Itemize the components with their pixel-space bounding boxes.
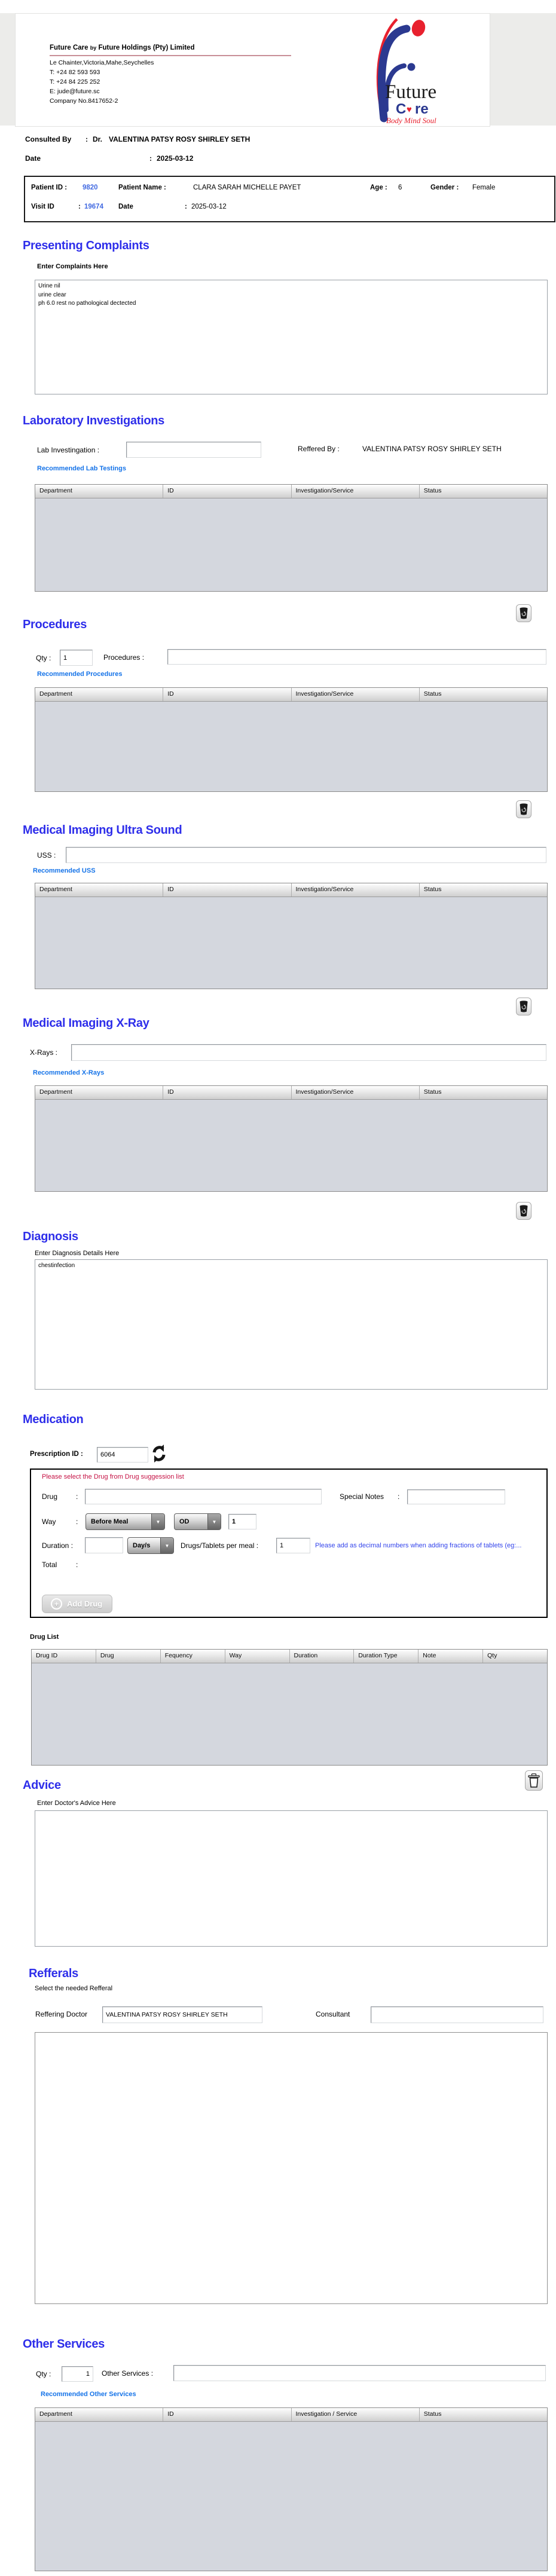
logo-tagline: Body Mind Soul: [386, 116, 436, 125]
procedures-trash-button[interactable]: [516, 800, 531, 818]
company-by: by: [90, 45, 97, 51]
column-header-investigation: Investigation / Service: [292, 2408, 420, 2421]
column-header-way: Way: [225, 1650, 290, 1663]
company-number: Company No.8417652-2: [50, 97, 118, 105]
consulted-by-line: [25, 135, 250, 143]
column-header-investigation: Investigation/Service: [292, 883, 420, 897]
reffered-by-value: VALENTINA PATSY ROSY SHIRLEY SETH: [362, 445, 502, 453]
logo-care-re: re: [415, 101, 429, 117]
patient-info-box: [24, 176, 555, 222]
consultant-input[interactable]: [371, 2006, 543, 2023]
table-header-row: [35, 485, 547, 498]
diagnosis-heading: Diagnosis: [23, 1230, 78, 1243]
special-notes-input[interactable]: [407, 1489, 505, 1504]
tablet-fractions-helper: Please add as decimal numbers when adding fractions of tablets (eg:...: [315, 1542, 522, 1549]
other-services-qty-input[interactable]: [62, 2366, 93, 2382]
table-header-row: [32, 1650, 547, 1663]
column-header-id: ID: [163, 485, 291, 498]
complaints-textarea[interactable]: [35, 280, 548, 394]
xrays-label: X-Rays :: [30, 1048, 58, 1057]
column-header-drug-id: Drug ID: [32, 1650, 96, 1663]
drug-list-trash-button[interactable]: [525, 1770, 543, 1791]
uss-trash-button[interactable]: [516, 998, 531, 1015]
age-value: 6: [398, 184, 402, 191]
company-title: [50, 44, 194, 51]
column-header-id: ID: [163, 2408, 291, 2421]
drug-list-table: [31, 1649, 548, 1766]
patient-id-value: 9820: [83, 184, 98, 191]
recommended-lab-testings-label: Recommended Lab Testings: [37, 465, 126, 472]
recommended-lab-table: [35, 484, 548, 592]
colon: :: [85, 135, 88, 143]
column-header-department: Department: [35, 883, 163, 897]
colon: :: [76, 1492, 78, 1501]
doctor-prefix: Dr.: [93, 135, 103, 143]
column-header-department: Department: [35, 485, 163, 498]
laboratory-heading: Laboratory Investigations: [23, 414, 164, 427]
logo-future-text: Future: [385, 81, 437, 103]
procedures-qty-input[interactable]: [60, 650, 93, 666]
way-select[interactable]: [85, 1513, 165, 1530]
column-header-note: Note: [418, 1650, 483, 1663]
visit-date-label: Date: [118, 203, 133, 210]
refferals-heading: Refferals: [29, 1967, 78, 1980]
date-value: 2025-03-12: [157, 154, 194, 163]
way-label: Way: [42, 1518, 56, 1526]
reffered-by-label: Reffered By :: [298, 445, 340, 453]
column-header-investigation: Investigation/Service: [292, 688, 420, 701]
chevron-down-icon: ▼: [160, 1538, 173, 1553]
reffering-doctor-label: Reffering Doctor: [35, 2010, 88, 2018]
drug-input[interactable]: [85, 1489, 322, 1504]
per-meal-label: Drugs/Tablets per meal :: [181, 1541, 259, 1550]
drug-list-label: Drug List: [30, 1633, 59, 1641]
colon: :: [149, 154, 152, 163]
recommended-procedures-label: Recommended Procedures: [37, 671, 123, 678]
chevron-down-icon: ▼: [151, 1514, 164, 1529]
company-email: E: jude@future.sc: [50, 88, 100, 95]
company-brand: Future Care: [50, 44, 88, 51]
plus-circle-icon: +: [51, 1598, 62, 1610]
uss-label: USS :: [37, 851, 56, 859]
column-header-id: ID: [163, 883, 291, 897]
frequency-select[interactable]: [174, 1513, 221, 1530]
trash-icon: [519, 1001, 528, 1012]
procedures-label: Procedures :: [103, 653, 145, 662]
column-header-status: Status: [423, 487, 442, 494]
column-header-frequency: Fequency: [161, 1650, 225, 1663]
column-header-status: Status: [423, 690, 442, 697]
xrays-input[interactable]: [71, 1044, 546, 1061]
recommended-other-services-label: Recommended Other Services: [41, 2391, 136, 2398]
drug-entry-form: [30, 1468, 548, 1618]
referral-listbox[interactable]: [35, 2032, 548, 2304]
duration-unit-select[interactable]: [127, 1537, 174, 1554]
date-label: Date: [25, 154, 41, 163]
prescription-id-input[interactable]: [97, 1447, 148, 1463]
colon: :: [398, 1492, 400, 1501]
per-meal-input[interactable]: [276, 1538, 310, 1553]
way-qty-input[interactable]: [228, 1514, 256, 1529]
recommended-uss-table: [35, 883, 548, 989]
visit-date-value: 2025-03-12: [191, 203, 227, 210]
lab-trash-button[interactable]: [516, 604, 531, 622]
other-services-label: Other Services :: [102, 2369, 154, 2378]
trash-icon: [519, 803, 528, 815]
procedures-qty-label: Qty :: [36, 654, 51, 662]
future-care-logo: [359, 17, 466, 126]
column-header-duration-type: Duration Type: [354, 1650, 418, 1663]
special-notes-label: Special Notes: [340, 1492, 384, 1501]
column-header-department: Department: [35, 1086, 163, 1099]
select-refferal-label: Select the needed Refferal: [35, 1985, 113, 1992]
consultant-label: Consultant: [316, 2010, 350, 2018]
company-address: Le Chainter,Victoria,Mahe,Seychelles: [50, 59, 154, 66]
recommended-xrays-label: Recommended X-Rays: [33, 1069, 105, 1076]
company-phone1: T: +24 82 593 593: [50, 69, 100, 76]
duration-input[interactable]: [85, 1537, 123, 1553]
colon: :: [78, 203, 81, 210]
enter-complaints-label: Enter Complaints Here: [37, 263, 108, 270]
xray-heading: Medical Imaging X-Ray: [23, 1017, 149, 1030]
doctor-name: VALENTINA PATSY ROSY SHIRLEY SETH: [109, 135, 250, 143]
trash-icon: [519, 1205, 528, 1217]
colon: :: [185, 203, 187, 210]
visit-id-value: 19674: [84, 203, 103, 210]
presenting-complaints-heading: Presenting Complaints: [23, 239, 149, 252]
gender-label: Gender :: [430, 184, 459, 191]
procedures-input[interactable]: [167, 649, 546, 665]
drug-label: Drug: [42, 1492, 58, 1501]
company-phone2: T: +24 84 225 252: [50, 78, 100, 85]
colon: :: [76, 1518, 78, 1526]
frequency-select-value: OD: [179, 1518, 190, 1525]
date-line: [25, 154, 194, 163]
gender-value: Female: [472, 184, 496, 191]
logo-blue-dot: [408, 63, 416, 71]
other-services-heading: Other Services: [23, 2338, 105, 2351]
column-header-status: Status: [423, 886, 442, 893]
colon: :: [76, 1561, 78, 1569]
column-header-qty: Qty: [487, 1652, 497, 1659]
refresh-icon[interactable]: [151, 1445, 167, 1463]
column-header-investigation: Investigation/Service: [292, 1086, 420, 1099]
logo-care-c: C: [396, 101, 407, 117]
column-header-id: ID: [163, 688, 291, 701]
add-drug-label: Add Drug: [67, 1599, 103, 1608]
table-header-row: [35, 688, 547, 702]
trash-icon: [519, 607, 528, 619]
column-header-department: Department: [35, 2408, 163, 2421]
recommended-procedures-table: [35, 687, 548, 792]
column-header-id: ID: [163, 1086, 291, 1099]
chevron-down-icon: ▼: [207, 1514, 221, 1529]
total-label: Total: [42, 1561, 57, 1569]
uss-input[interactable]: [66, 847, 546, 863]
logo-red-dot: [410, 19, 427, 38]
recommended-other-services-table: [35, 2407, 548, 2571]
advice-heading: Advice: [23, 1779, 61, 1792]
procedures-heading: Procedures: [23, 618, 87, 631]
column-header-drug: Drug: [96, 1650, 161, 1663]
referring-doctor-input[interactable]: [102, 2006, 262, 2023]
duration-label: Duration :: [42, 1541, 74, 1550]
prescription-id-label: Prescription ID :: [30, 1451, 83, 1458]
patient-id-label: Patient ID :: [31, 184, 68, 191]
patient-name-value: CLARA SARAH MICHELLE PAYET: [193, 184, 301, 191]
trash-icon: [528, 1773, 540, 1788]
age-label: Age :: [370, 184, 387, 191]
duration-unit-value: Day/s: [133, 1542, 151, 1549]
add-drug-button[interactable]: [42, 1595, 112, 1613]
recommended-xrays-table: [35, 1085, 548, 1192]
visit-id-label: Visit ID: [31, 203, 54, 210]
column-header-status: Status: [423, 2410, 442, 2418]
recommended-uss-label: Recommended USS: [33, 867, 96, 874]
column-header-investigation: Investigation/Service: [292, 485, 420, 498]
other-qty-label: Qty :: [36, 2370, 51, 2378]
table-header-row: [35, 883, 547, 897]
column-header-department: Department: [35, 688, 163, 701]
advice-textarea[interactable]: [35, 1810, 548, 1947]
drug-suggestion-note: Please select the Drug from Drug suggession list: [42, 1473, 184, 1480]
ultrasound-heading: Medical Imaging Ultra Sound: [23, 824, 182, 837]
diagnosis-textarea[interactable]: [35, 1259, 548, 1390]
enter-advice-label: Enter Doctor's Advice Here: [37, 1800, 116, 1807]
other-services-input[interactable]: [173, 2365, 546, 2381]
column-header-status: Status: [423, 1088, 442, 1096]
patient-name-label: Patient Name :: [118, 184, 166, 191]
enter-diagnosis-label: Enter Diagnosis Details Here: [35, 1250, 120, 1257]
table-header-row: [35, 1086, 547, 1100]
medication-heading: Medication: [23, 1413, 84, 1426]
logo-heart-icon: ♥: [407, 105, 412, 115]
lab-investigation-input[interactable]: [126, 442, 261, 458]
xray-trash-button[interactable]: [516, 1202, 531, 1220]
consulted-by-label: Consulted By: [25, 135, 72, 143]
way-select-value: Before Meal: [91, 1518, 129, 1525]
company-title-rule: [50, 55, 291, 56]
company-rest: Future Holdings (Pty) Limited: [98, 44, 195, 51]
lab-investigation-label: Lab Investingation :: [37, 446, 100, 454]
table-header-row: [35, 2408, 547, 2422]
column-header-duration: Duration: [290, 1650, 355, 1663]
